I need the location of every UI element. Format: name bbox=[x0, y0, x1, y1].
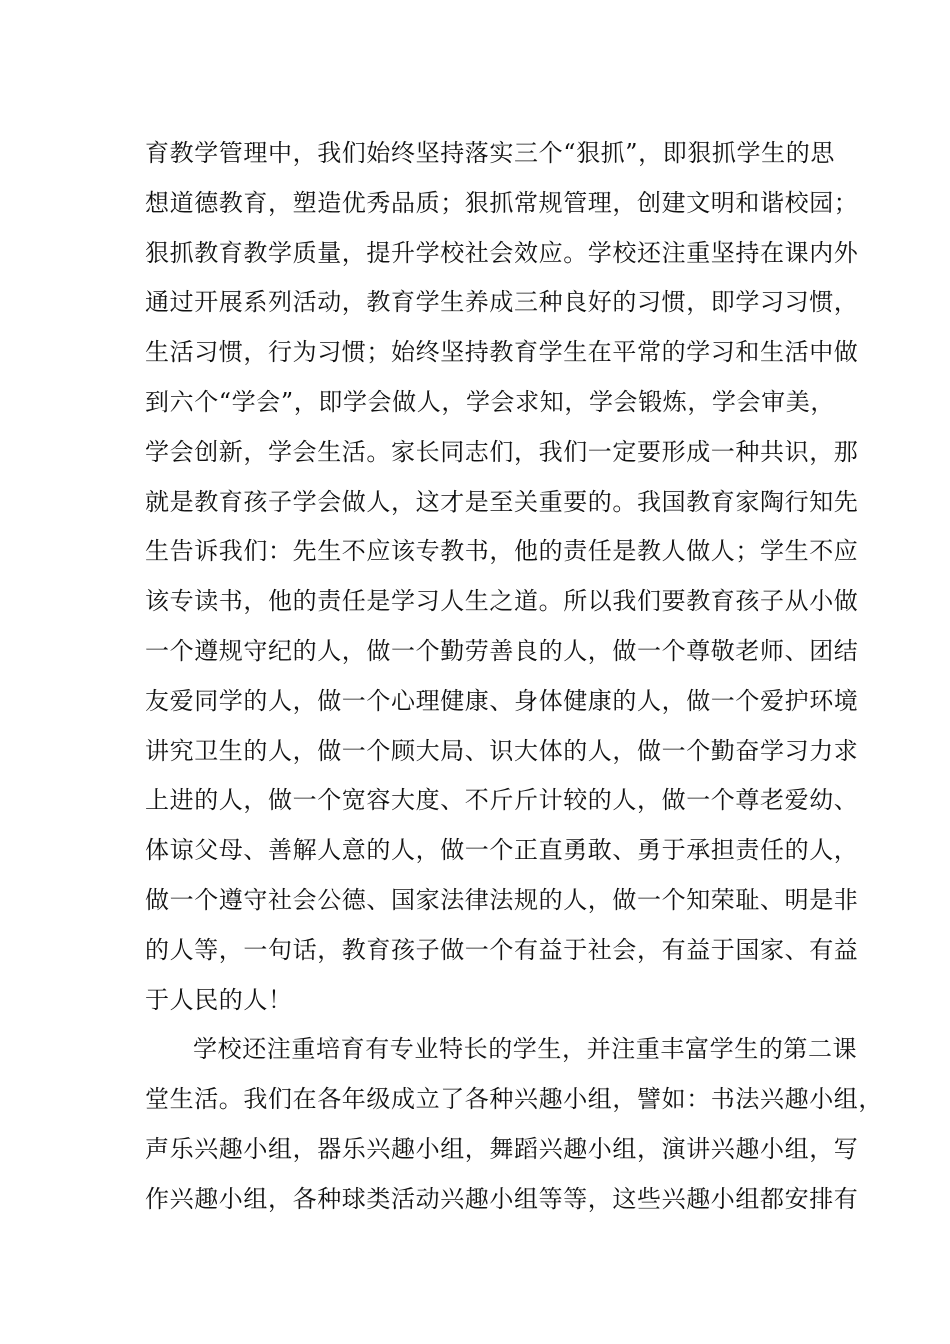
text-line: 该专读书，他的责任是学习人生之道。所以我们要教育孩子从小做 bbox=[145, 587, 859, 616]
text-line: 做一个遵守社会公德、国家法律法规的人，做一个知荣耻、明是非 bbox=[145, 885, 859, 914]
text-line: 学会创新，学会生活。家长同志们，我们一定要形成一种共识，那 bbox=[145, 437, 859, 466]
text-line: 就是教育孩子学会做人，这才是至关重要的。我国教育家陶行知先 bbox=[145, 487, 859, 516]
text-line: 讲究卫生的人，做一个顾大局、识大体的人，做一个勤奋学习力求 bbox=[145, 736, 859, 765]
text-line: 想道德教育，塑造优秀品质；狠抓常规管理，创建文明和谐校园； bbox=[145, 188, 859, 217]
text-line: 的人等，一句话，教育孩子做一个有益于社会，有益于国家、有益 bbox=[145, 935, 859, 964]
text-line: 学校还注重培育有专业特长的学生，并注重丰富学生的第二课 bbox=[193, 1035, 858, 1064]
text-line: 于人民的人！ bbox=[145, 985, 293, 1014]
text-line: 作兴趣小组，各种球类活动兴趣小组等等，这些兴趣小组都安排有 bbox=[145, 1184, 859, 1213]
text-line: 友爱同学的人，做一个心理健康、身体健康的人，做一个爱护环境 bbox=[145, 686, 859, 715]
text-line: 体谅父母、善解人意的人，做一个正直勇敢、勇于承担责任的人， bbox=[145, 836, 859, 865]
text-line: 生活习惯，行为习惯；始终坚持教育学生在平常的学习和生活中做 bbox=[145, 338, 859, 367]
text-line: 声乐兴趣小组，器乐兴趣小组，舞蹈兴趣小组，演讲兴趣小组，写 bbox=[145, 1134, 859, 1163]
text-line: 一个遵规守纪的人，做一个勤劳善良的人，做一个尊敬老师、团结 bbox=[145, 636, 859, 665]
text-line: 生告诉我们：先生不应该专教书，他的责任是教人做人；学生不应 bbox=[145, 537, 859, 566]
text-line: 狠抓教育教学质量，提升学校社会效应。学校还注重坚持在课内外 bbox=[145, 238, 859, 267]
body-text bbox=[145, 129, 883, 1225]
text-line: 到六个“学会”，即学会做人，学会求知，学会锻炼，学会审美， bbox=[145, 387, 835, 416]
text-line: 上进的人，做一个宽容大度、不斤斤计较的人，做一个尊老爱幼、 bbox=[145, 786, 859, 815]
text-line: 育教学管理中，我们始终坚持落实三个“狠抓”，即狠抓学生的思 bbox=[145, 139, 835, 167]
text-line: 通过开展系列活动，教育学生养成三种良好的习惯，即学习习惯， bbox=[145, 288, 859, 317]
text-line: 堂生活。我们在各年级成立了各种兴趣小组，譬如：书法兴趣小组， bbox=[145, 1085, 883, 1114]
